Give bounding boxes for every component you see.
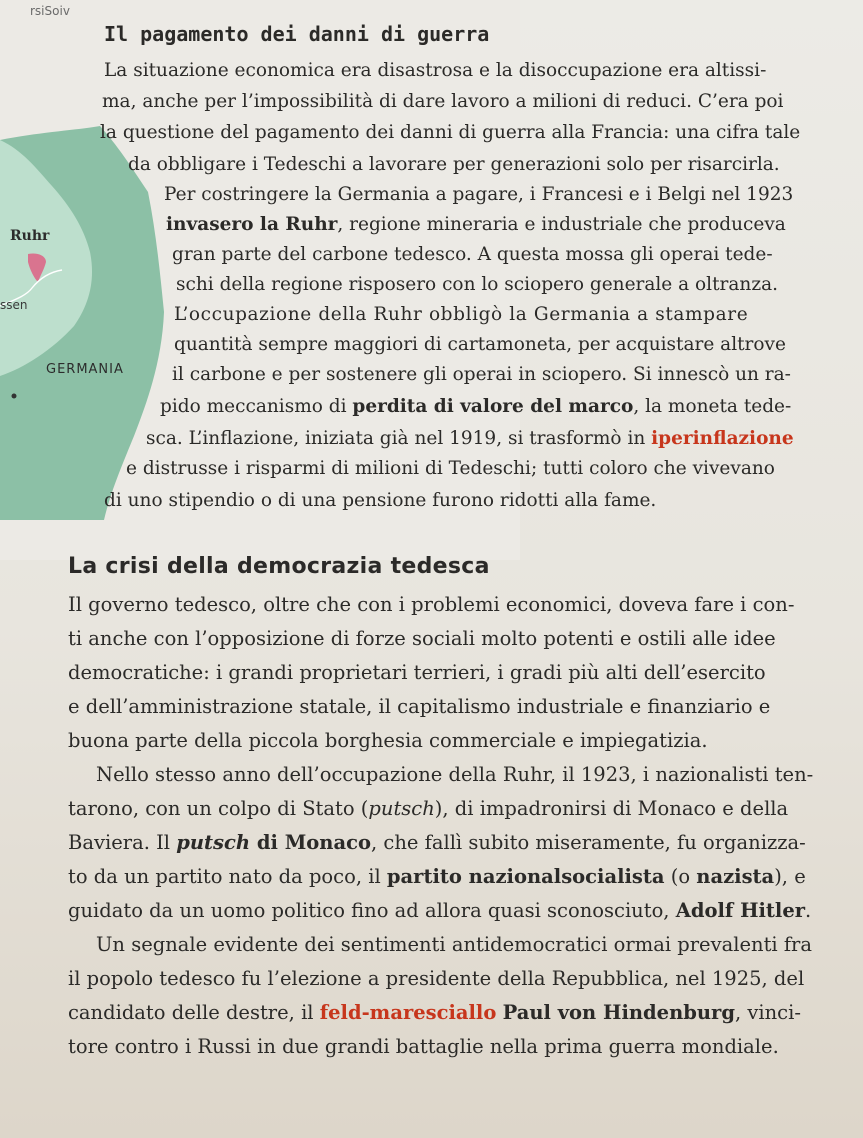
keyword-hindenburg: Paul von Hindenburg [502,1001,735,1024]
text-line: quantità sempre maggiori di cartamoneta, per acquistare altrove [174,334,786,355]
text-line: di uno stipendio o di una pensione furono ridotti alla fame. [104,490,657,511]
text-line: L’occupazione della Ruhr obbligò la Germania a stampare [174,304,749,325]
text-line: ma, anche per l’impossibilità di dare lavoro a milioni di reduci. C’era poi [102,91,784,112]
text-line: il carbone e per sostenere gli operai in sciopero. Si innescò un ra- [172,364,791,385]
text-line: Per costringere la Germania a pagare, i Francesi e i Belgi nel 1923 [164,184,794,205]
map-city-dot [12,394,17,399]
text-line: buona parte della piccola borghesia commerciale e impiegatizia. [68,729,708,752]
map-top-fragment: rsiSoiv [30,4,70,18]
text-line: democratiche: i grandi proprietari terrieri, i gradi più alti dell’esercito [68,661,766,684]
keyword-iperinflazione: iperinflazione [651,428,794,449]
text-line: schi della regione risposero con lo sciopero generale a oltranza. [176,274,778,295]
text-line: Il governo tedesco, oltre che con i problemi economici, doveva fare i con- [68,593,795,616]
keyword-monaco: di Monaco [250,831,371,854]
text-line: Nello stesso anno dell’occupazione della Ruhr, il 1923, i nazionalisti ten- [96,763,814,786]
keyword-putsch: putsch [176,831,251,854]
text-line: il popolo tedesco fu l’elezione a presidente della Repubblica, nel 1925, del [68,967,805,990]
text-line: ti anche con l’opposizione di forze sociali molto potenti e ostili alle idee [68,627,776,650]
text-line: Baviera. Il putsch di Monaco, che fallì subito miseramente, fu organizza- [68,831,806,854]
text-line: guidato da un uomo politico fino ad allora quasi sconosciuto, Adolf Hitler. [68,899,812,922]
text-line: tarono, con un colpo di Stato (putsch), di impadronirsi di Monaco e della [68,797,789,820]
section-title-democracy-crisis: La crisi della democrazia tedesca [68,554,490,579]
keyword-marco: perdita di valore del marco [352,396,634,417]
keyword-ruhr: invasero la Ruhr [166,214,338,235]
text-line: sca. L’inflazione, iniziata già nel 1919, si trasformò in iperinflazione [146,428,794,449]
text-line: La situazione economica era disastrosa e la disoccupazione era altissi- [104,60,767,81]
text-line: gran parte del carbone tedesco. A questa mossa gli operai tede- [172,244,773,265]
keyword-nazista: nazista [696,865,775,888]
text-line: candidato delle destre, il feld-maresciallo Paul von Hindenburg, vinci- [68,1001,801,1024]
text-line: la questione del pagamento dei danni di guerra alla Francia: una cifra tale [100,122,801,143]
map-label-ruhr: Ruhr [10,228,50,244]
keyword-adolf-hitler: Adolf Hitler [675,899,806,922]
text-line: e dell’amministrazione statale, il capitalismo industriale e finanziario e [68,695,771,718]
text-line: Un segnale evidente dei sentimenti antidemocratici ormai prevalenti fra [96,933,813,956]
text-line: e distrusse i risparmi di milioni di Tedeschi; tutti coloro che vivevano [126,458,775,479]
text-line: invasero la Ruhr, regione mineraria e industriale che produceva [166,214,786,235]
keyword-feld-maresciallo: feld-maresciallo [319,1001,497,1024]
text-line: da obbligare i Tedeschi a lavorare per generazioni solo per risarcirla. [128,154,780,175]
map-label-essen: ssen [0,298,28,312]
text-line: tore contro i Russi in due grandi battaglie nella prima guerra mondiale. [68,1035,779,1058]
map-label-germania: GERMANIA [46,362,124,377]
section-title-war-damages: Il pagamento dei danni di guerra [104,22,490,46]
text-line: pido meccanismo di perdita di valore del marco, la moneta tede- [160,396,792,417]
text-line: to da un partito nato da poco, il partito nazionalsocialista (o nazista), e [68,865,806,888]
keyword-partito-nazionalsocialista: partito nazionalsocialista [386,865,665,888]
